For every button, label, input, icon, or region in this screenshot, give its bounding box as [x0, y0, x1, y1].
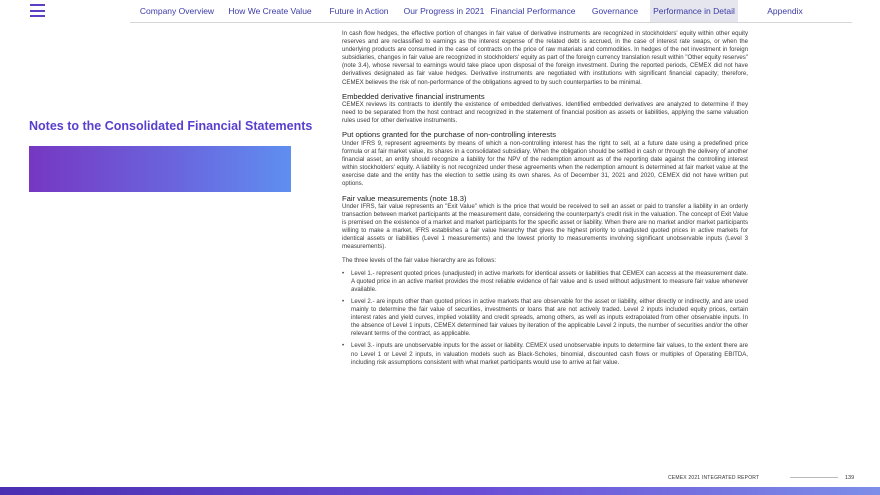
levels-intro: The three levels of the fair value hierarchy are as follows: [342, 256, 497, 264]
embedded-derivatives-paragraph: CEMEX reviews its contracts to identify the existence of embedded derivatives. Identified embedded derivatives are analyzed to determine if they need to be separated from the host contract and recognized in the statement of financial position as assets or liabilities, applying the same valuation rules used for other derivative instruments. [342, 101, 748, 125]
intro-paragraph: In cash flow hedges, the effective portion of changes in fair value of derivative instruments are recognized in stockholders' equity within other equity reserves and are reclassified to earnings as the interest expense of the related debt is accrued, in the case of interest rate swaps, or when the underlying products are consumed in the case of contracts on the price of raw materials and commodities. In hedges of the net investment in foreign subsidiaries, changes in fair value are recognized in stockholders' equity as part of the foreign currency translation result within "Other equity reserves" (note 3.4), whose reversal to earnings would take place upon disposal of the foreign investment. During the reported periods, CEMEX did not have derivatives designated as fair value hedges. Derivative instruments are negotiated with institutions with significant financial capacity; therefore, CEMEX believes the risk of non-performance of the obligations agreed to by such counterparties to be minimal. [342, 30, 748, 86]
report-name: CEMEX 2021 INTEGRATED REPORT [668, 475, 760, 481]
tab-future-in-action[interactable]: Future in Action [329, 6, 389, 16]
put-options-paragraph: Under IFRS 9, represent agreements by means of which a non-controlling interest has the right to sell, at a future date using a predefined price formula or at fair market value, its shares in a consolidated subsidiary. When the obligation should be settled in cash or through the delivery of another financial asset, an entity should recognize a liability for the NPV of the redemption amount as of the reporting date against the controlling interest within stockholders' equity. A liability is not recognized under these agreements when the redemption amount is determined at fair market value at the exercise date and the entity has the election to settle using its own shares. As of December 31, 2021 and 2020, CEMEX did not have written put options. [342, 139, 748, 188]
section-title: Notes to the Consolidated Financial Statements [29, 119, 313, 133]
put-options-heading: Put options granted for the purchase of non-controlling interests [342, 130, 557, 140]
list-item: • Level 2.- are inputs other than quoted prices in active markets that are observable for the asset or liability, either directly or indirectly, and are used mainly to determine the fair value of securities, investments or loans that are not actively traded. Level 2 inputs included equity prices, certain interest rates and yield curves, implied volatility and credit spreads, among others, as well as inputs extrapolated from other observable inputs. In the absence of Level 1 inputs, CEMEX determined fair values by iteration of the applicable Level 2 inputs, the number of securities and/or the other relevant terms of the contract, as applicable. [342, 298, 748, 338]
main-content [342, 30, 748, 371]
tab-company-overview[interactable]: Company Overview [139, 6, 215, 16]
page-number: 139 [845, 475, 855, 481]
tab-performance-in-detail[interactable]: Performance in Detail [650, 0, 738, 22]
top-bar [0, 0, 880, 22]
tab-our-progress-2021[interactable]: Our Progress in 2021 [403, 6, 485, 16]
embedded-derivatives-heading: Embedded derivative financial instruments [342, 91, 485, 101]
fair-value-paragraph: Under IFRS, fair value represents an "Exit Value" which is the price that would be received to sell an asset or paid to transfer a liability in an orderly transaction between market participants at the measurement date, considering the counterparty's credit risk in the valuation. The concept of Exit Value is premised on the existence of a market and market participants for the specific asset or liability. When there are no market and/or market participants willing to make a market, IFRS establishes a fair value hierarchy that gives the highest priority to unadjusted quoted prices in active markets for identical assets or liabilities (Level 1 measurements) and the lowest priority to measurements involving significant unobservable inputs (Level 3 measurements). [342, 203, 748, 251]
menu-icon[interactable] [30, 4, 45, 17]
fair-value-heading: Fair value measurements (note 18.3) [342, 193, 467, 203]
bottom-gradient-bar [0, 487, 880, 495]
footer-divider [790, 477, 838, 478]
tab-appendix[interactable]: Appendix [767, 6, 803, 16]
levels-list [342, 270, 748, 367]
list-item: • Level 1.- represent quoted prices (unadjusted) in active markets for identical assets or liabilities that CEMEX can access at the measurement date. A quoted price in an active market provides the most reliable evidence of fair value and is used without adjustment to measure fair value whenever available. [342, 270, 748, 294]
section-banner [29, 146, 291, 192]
main-nav [130, 0, 852, 23]
list-item: • Level 3.- inputs are unobservable inputs for the asset or liability. CEMEX used unobservable inputs to determine fair values, to the extent there are no Level 1 or Level 2 inputs, in valuation models such as Black-Scholes, binomial, discounted cash flows or multiples of Operating EBITDA, including risk assumptions consistent with what market participants would use to arrive at fair value. [342, 342, 748, 366]
tab-financial-performance[interactable]: Financial Performance [490, 6, 576, 16]
tab-how-we-create-value[interactable]: How We Create Value [228, 6, 312, 16]
tab-governance[interactable]: Governance [591, 6, 639, 16]
